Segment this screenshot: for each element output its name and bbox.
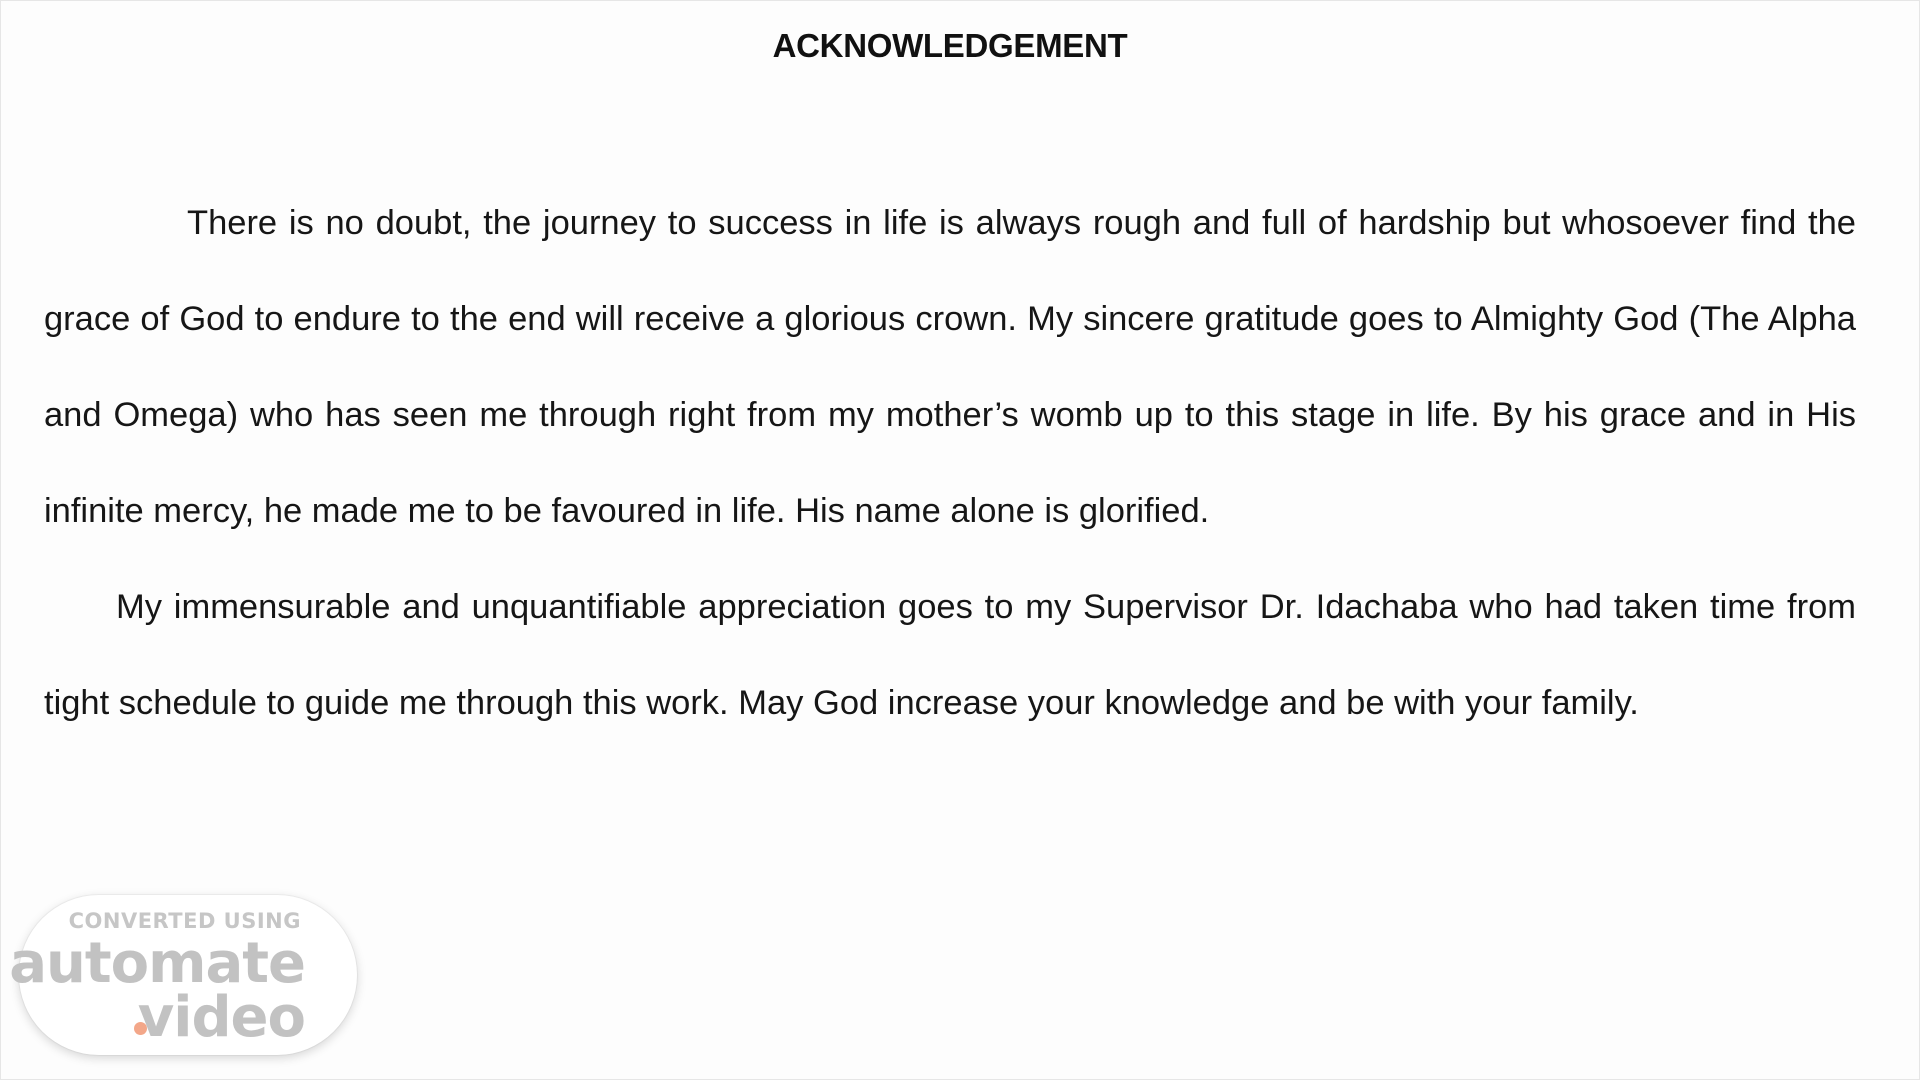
page-title: ACKNOWLEDGEMENT <box>772 27 1128 64</box>
watermark-tld: video <box>137 985 305 1050</box>
watermark-brand: automate <box>9 931 305 996</box>
acknowledgement-body <box>44 175 1856 751</box>
watermark-caption: CONVERTED USING <box>68 909 301 933</box>
paragraph-1: There is no doubt, the journey to success in life is always rough and full of hardship but whosoever find the grace of God to endure to the end will receive a glorious crown. My sincere gratitude goes to Almighty God (The Alpha and Omega) who has seen me through right from my mother’s womb up to this stage in life. By his grace and in His infinite mercy, he made me to be favoured in life. His name alone is glorified. <box>44 204 1856 530</box>
paragraph-2: My immensurable and unquantifiable appreciation goes to my Supervisor Dr. Idachaba who had taken time from tight schedule to guide me through this work. May God increase your knowledge and be with your family. <box>44 588 1856 722</box>
watermark-badge <box>9 895 357 1055</box>
